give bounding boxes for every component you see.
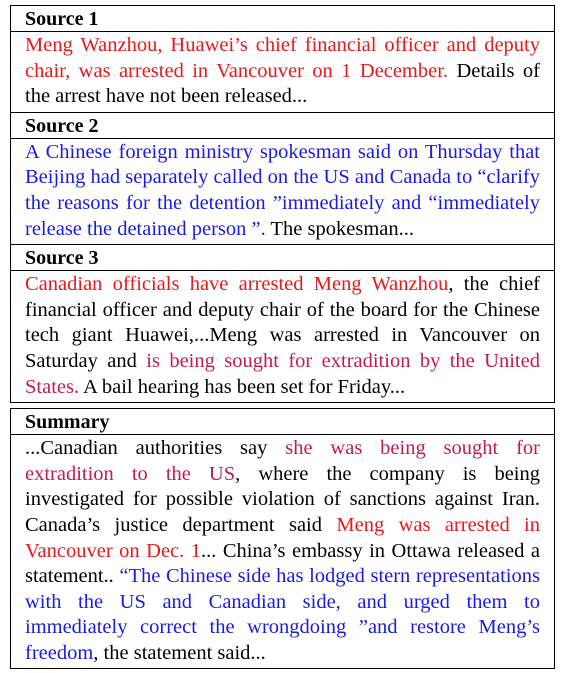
summary-segment: she was being sought for extradition to the US bbox=[25, 437, 540, 485]
source-1-segment: Details of the arrest have not been released... bbox=[25, 59, 540, 108]
source-3-text bbox=[11, 271, 554, 402]
source-2-segment: A Chinese foreign ministry spokesman said on Thursday that Beijing had separately called on the US and Canada to “clarify the reasons for the detention ”immediately and “immediately release the detained person ”. bbox=[25, 140, 540, 240]
source-3-segment: A bail hearing has been set for Friday... bbox=[79, 375, 406, 398]
summary-text bbox=[11, 435, 554, 668]
source-1-segment: Meng Wanzhou, Huawei’s chief financial officer and deputy chair, was arrested in Vancouver on 1 December. bbox=[25, 34, 540, 82]
source-2-title: Source 2 bbox=[11, 113, 554, 139]
source-1-text bbox=[11, 32, 554, 112]
source-3-block bbox=[10, 245, 555, 403]
summary-segment: ...Canadian authorities say bbox=[25, 437, 286, 460]
source-1-title: Source 1 bbox=[11, 6, 554, 32]
summary-segment: Meng was arrested in Vancouver on Dec. 1 bbox=[25, 513, 541, 562]
source-2-segment: The spokesman... bbox=[265, 217, 414, 240]
source-3-segment: Canadian officials have arrested Meng Wanzhou bbox=[25, 273, 449, 296]
source-2-block bbox=[10, 113, 555, 245]
source-2-text bbox=[11, 139, 554, 244]
summary-segment: , the statement said... bbox=[93, 641, 266, 664]
source-summary-table bbox=[10, 5, 555, 669]
source-3-segment: , the chief financial officer and deputy chair of the board for the Chinese tech giant Huawei,...Meng was arrested in Vancouver on Saturday and bbox=[25, 273, 541, 372]
summary-segment: “The Chinese side has lodged stern representations with the US and Canadian side, and urged them to immediately correct the wrongdoing ”and restore Meng’s freedom bbox=[25, 565, 540, 664]
summary-segment: ... China’s embassy in Ottawa released a statement.. bbox=[25, 539, 540, 588]
source-3-segment: is being sought for extradition by the United States. bbox=[25, 349, 540, 398]
summary-block bbox=[10, 408, 555, 669]
summary-title: Summary bbox=[11, 409, 554, 435]
source-1-block bbox=[10, 5, 555, 113]
source-3-title: Source 3 bbox=[11, 245, 554, 271]
summary-segment: , where the company is being investigated for possible violation of sanctions against Iran. Canada’s justice department said bbox=[25, 462, 540, 536]
